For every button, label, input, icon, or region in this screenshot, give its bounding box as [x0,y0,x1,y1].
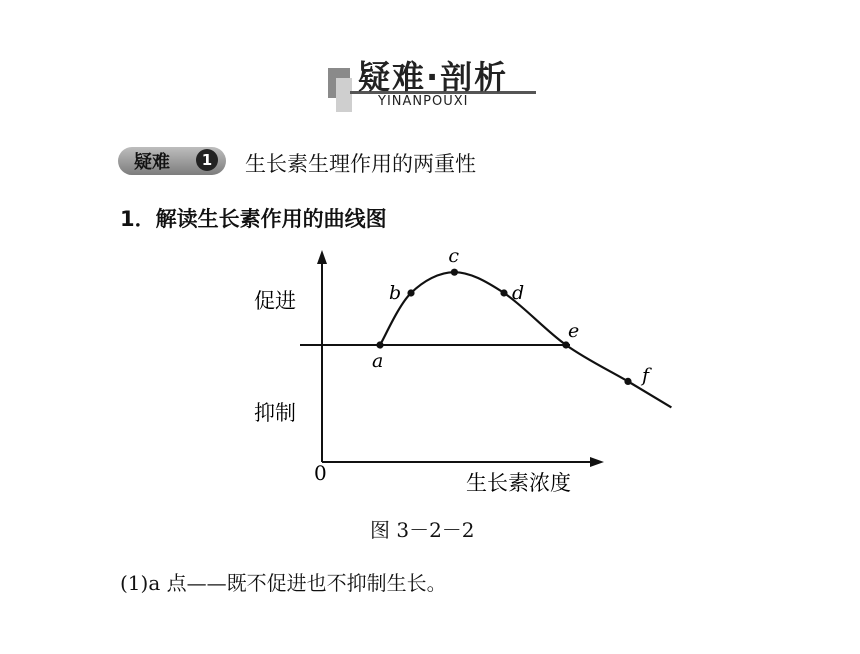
section-title: 1．解读生长素作用的曲线图 [120,207,387,231]
point-label-d: d [512,282,525,304]
difficulty-tag [118,143,230,179]
point-label-f: f [642,364,650,387]
explanation-note: (1)a 点——既不促进也不抑制生长。 [120,571,447,595]
point-label-a: a [372,350,384,372]
point-label-e: e [568,320,580,342]
y-axis-arrow [317,250,327,264]
origin-label: 0 [314,461,327,485]
point-b [407,289,414,296]
banner-decoration-light [336,78,352,112]
section-banner [328,50,538,114]
point-c [451,269,458,276]
tag-number: 1 [196,149,218,171]
x-axis-arrow [590,457,604,467]
point-label-b: b [389,282,402,304]
topic-heading: 生长素生理作用的两重性 [245,152,476,176]
tag-label: 疑难 [134,152,170,173]
banner-subtitle: YINANPOUXI [378,94,469,109]
point-f [624,378,631,385]
point-label-c: c [448,245,460,268]
point-e [562,341,569,348]
y-label-inhibit: 抑制 [254,401,296,425]
auxin-curve-figure [230,240,650,510]
figure-caption: 图 3－2－2 [370,518,475,542]
point-d [500,289,507,296]
response-curve [380,272,671,407]
banner-title: 疑难·剖析 [358,58,509,96]
y-label-promote: 促进 [254,289,296,313]
point-a [376,341,383,348]
x-axis-label: 生长素浓度 [466,471,571,495]
